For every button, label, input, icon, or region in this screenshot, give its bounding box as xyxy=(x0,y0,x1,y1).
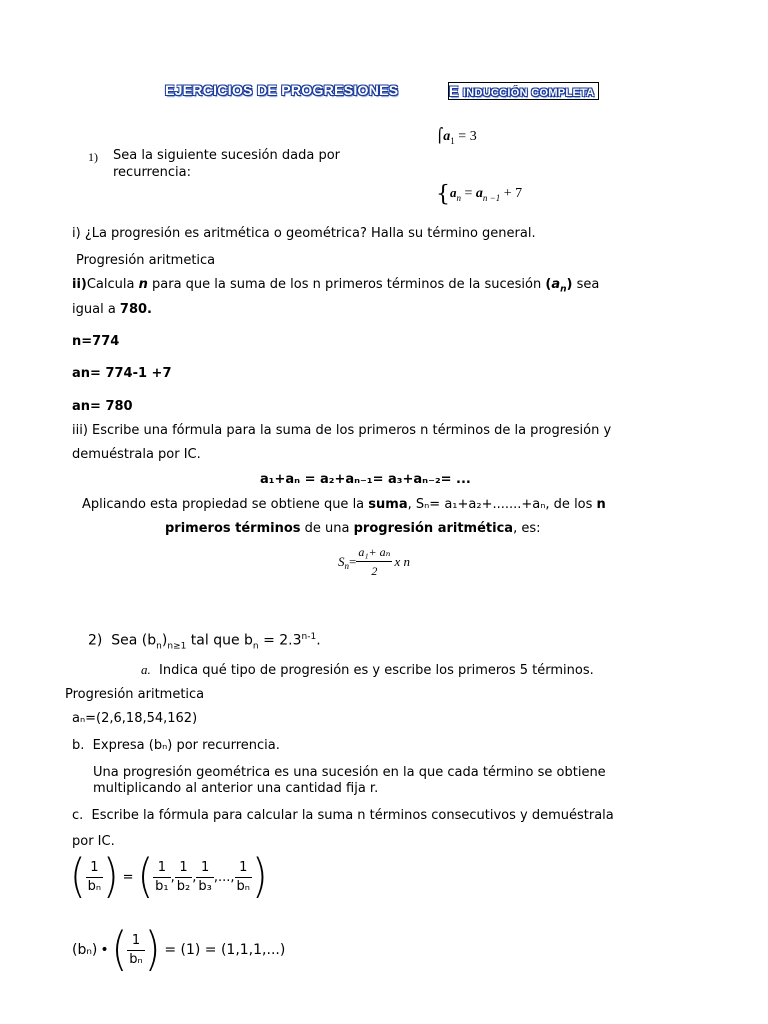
q1-iii-question-line2: demuéstrala por IC. xyxy=(72,447,201,462)
document-title-boxed: E INDUCCIÓN COMPLETA xyxy=(448,82,599,100)
q1-i-answer: Progresión aritmetica xyxy=(76,253,216,268)
q1-ii-question-line1: ii)Calcula n para que la suma de los n primeros términos de la sucesión $(a_n)$ sea xyxy=(72,277,600,295)
reciprocal-sequence-formula: ( $\frac{1}{\text{bₙ}}$ ) = ( $\frac{1}{\text{b₁}}$ , $\frac{1}{\text{b₂}}$ , $\frac{1}{\text{b₃}}$ ,..., $\frac{1}{\text{bₙ}}$ ) xyxy=(70,850,268,904)
q2-a-answer: Progresión aritmetica xyxy=(65,687,205,702)
recurrence-line2: {$a_n = a_{n -1} + 7$ xyxy=(436,182,523,207)
q2-a-question: a. Indica qué tipo de progresión es y escribe los primeros 5 términos. xyxy=(141,662,594,678)
q1-ii-question-line2: igual a 780. xyxy=(72,302,152,317)
answer-an-expr: an= 774-1 +7 xyxy=(72,366,172,381)
q2-b-question: b. Expresa (bₙ) por recurrencia. xyxy=(72,738,280,753)
q1-number: 1) xyxy=(88,150,98,164)
brace-bottom-icon: { xyxy=(436,182,450,207)
q2-c-question-line1: c. Escribe la fórmula para calcular la suma n términos consecutivos y demuéstrala xyxy=(72,808,614,823)
apply-line2: primeros términos de una progresión aritmética, es: xyxy=(165,521,541,536)
recurrence-line1: $⌠a_1 = 3$ xyxy=(436,128,477,146)
product-formula: (bₙ) • ( $\frac{1}{\text{bₙ}}$ ) = (1) = (1,1,1,...) xyxy=(72,923,286,977)
sum-formula: S $_n$ = $\frac{\text{a₁+ aₙ}}{2}$ x n xyxy=(338,545,411,578)
q1-text-line2: recurrencia: xyxy=(113,165,191,180)
q2-c-question-line2: por IC. xyxy=(72,834,115,849)
answer-n: n=774 xyxy=(72,334,120,349)
q1-iii-question-line1: iii) Escribe una fórmula para la suma de los primeros n términos de la progresión y xyxy=(72,423,612,438)
q2-sequence: aₙ=(2,6,18,54,162) xyxy=(72,711,198,726)
property-equation: a₁+aₙ = a₂+aₙ₋₁= a₃+aₙ₋₂= ... xyxy=(260,472,471,487)
q1-i-question: i) ¿La progresión es aritmética o geométrica? Halla su término general. xyxy=(72,226,536,241)
sum-fraction: $\frac{\text{a₁+ aₙ}}{2}$ xyxy=(358,545,391,578)
q2-b-answer-line1: Una progresión geométrica es una sucesión en la que cada término se obtiene xyxy=(93,765,606,780)
document-title: EJERCICIOS DE PROGRESIONES xyxy=(165,82,399,98)
apply-line1: Aplicando esta propiedad se obtiene que la suma, Sₙ= a₁+a₂+.......+aₙ, de los n xyxy=(82,497,606,512)
answer-an-value: an= 780 xyxy=(72,399,133,414)
q2-b-answer-line2: multiplicando al anterior una cantidad fija r. xyxy=(93,781,379,796)
brace-top-icon: ⌠ xyxy=(436,128,444,144)
q1-text-line1: Sea la siguiente sucesión dada por xyxy=(113,148,340,163)
q2-intro: 2) Sea $(b_n)_{n\ge 1}$ tal que $b_n = 2.3^{n-1}$. xyxy=(88,632,321,652)
